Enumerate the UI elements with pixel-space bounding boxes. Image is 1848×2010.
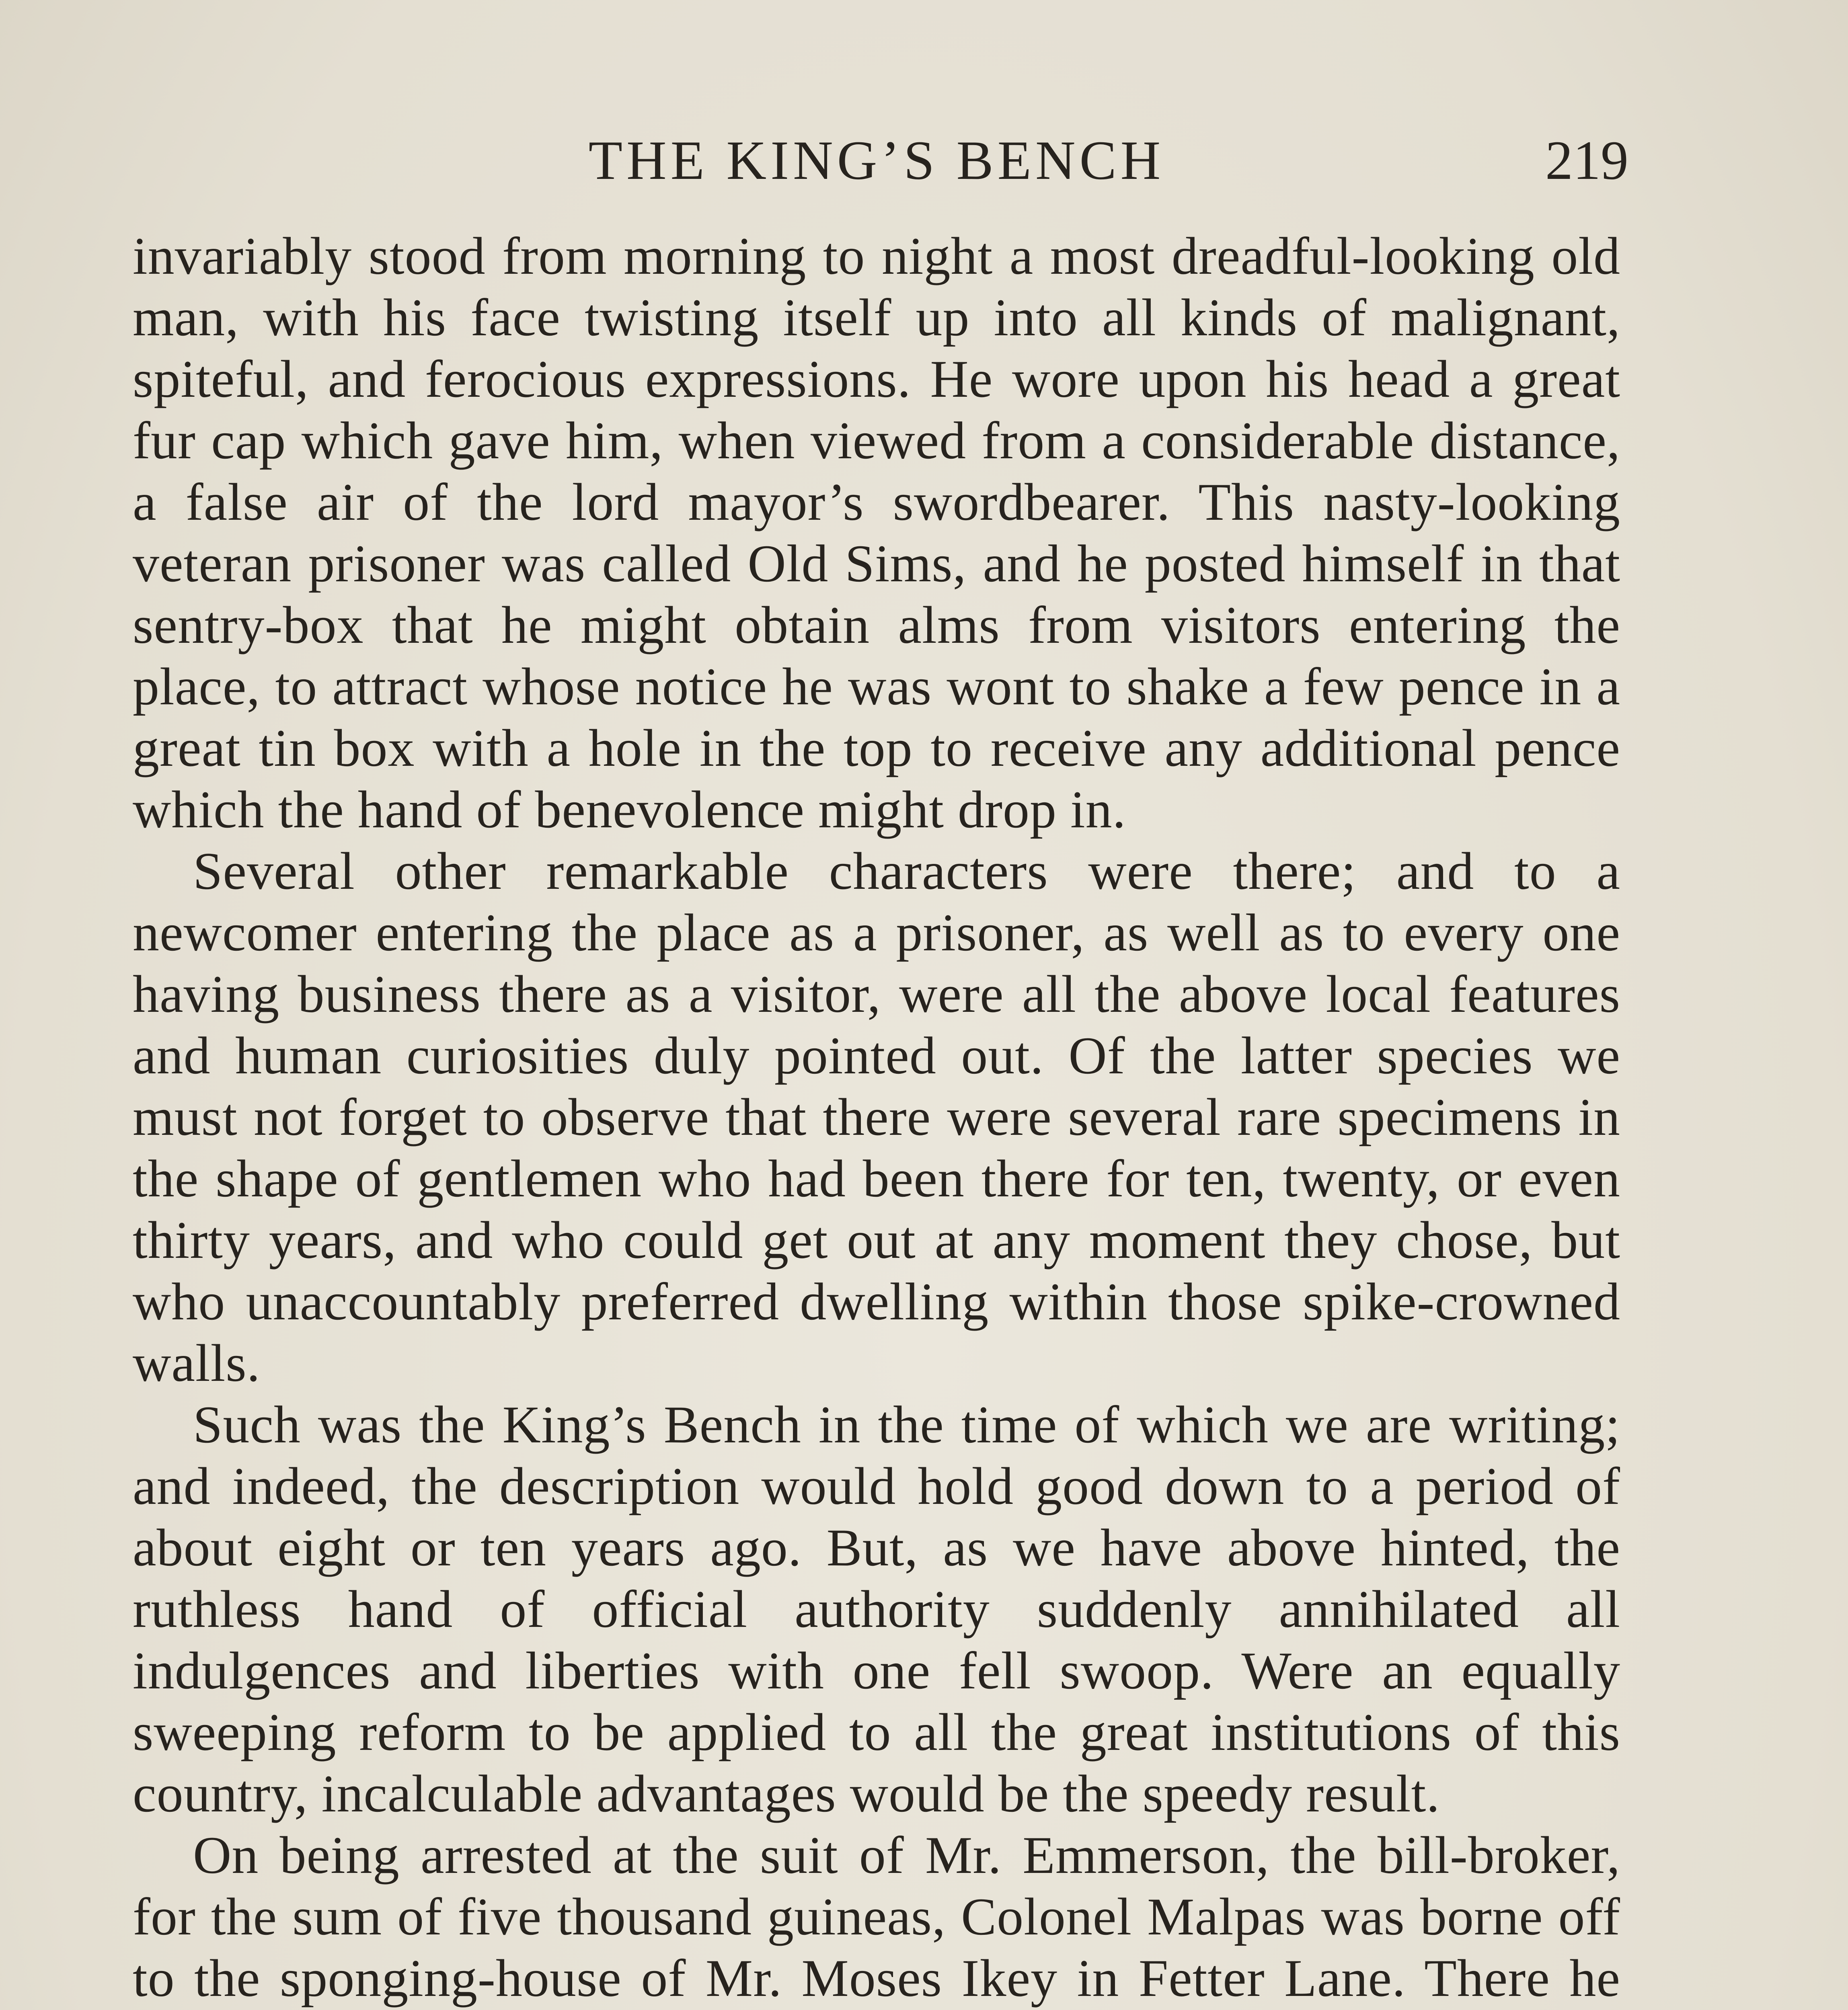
paragraph-continued: invariably stood from morning to night a most dreadful-looking old man, with his face twisting itself up into all kinds of malignant, spiteful, and ferocious expressions. He wore upon his head a great fur cap which gave him, when viewed from a considerable distance, a false air of the lord mayor’s swordbearer. This nasty-looking veteran prisoner was called Old Sims, and he posted himself in that sentry-box that he might obtain alms from visitors entering the place, to attract whose notice he was wont to shake a few pence in a great tin box with a hole in the top to receive any additional pence which the hand of benevolence might drop in. [133,226,1620,839]
body-text [133,225,1620,2010]
paragraph: Several other remarkable characters were there; and to a newcomer entering the place as a prisoner, as well as to every one having business there as a visitor, were all the above local features and human curiosities duly pointed out. Of the latter species we must not forget to observe that there were several rare specimens in the shape of gentlemen who had been there for ten, twenty, or even thirty years, and who could get out at any moment they chose, but who unaccountably preferred dwelling within those spike-crowned walls. [133,841,1620,1393]
running-head-title: THE KING’S BENCH [588,129,1165,191]
page-number: 219 [1545,129,1628,191]
paragraph: On being arrested at the suit of Mr. Emmerson, the bill-broker, for the sum of five thousand guineas, Colonel Malpas was borne off to the sponging-house of Mr. Moses Ikey in Fetter Lane. There he [133,1825,1620,2008]
paragraph: Such was the King’s Bench in the time of which we are writing; and indeed, the description would hold good down to a period of about eight or ten years ago. But, as we have above hinted, the ruthless hand of official authority suddenly annihilated all indulgences and liberties with one fell swoop. Were an equally sweeping reform to be applied to all the great institutions of this country, incalculable advantages would be the speedy result. [133,1395,1620,1823]
running-head [133,129,1628,209]
